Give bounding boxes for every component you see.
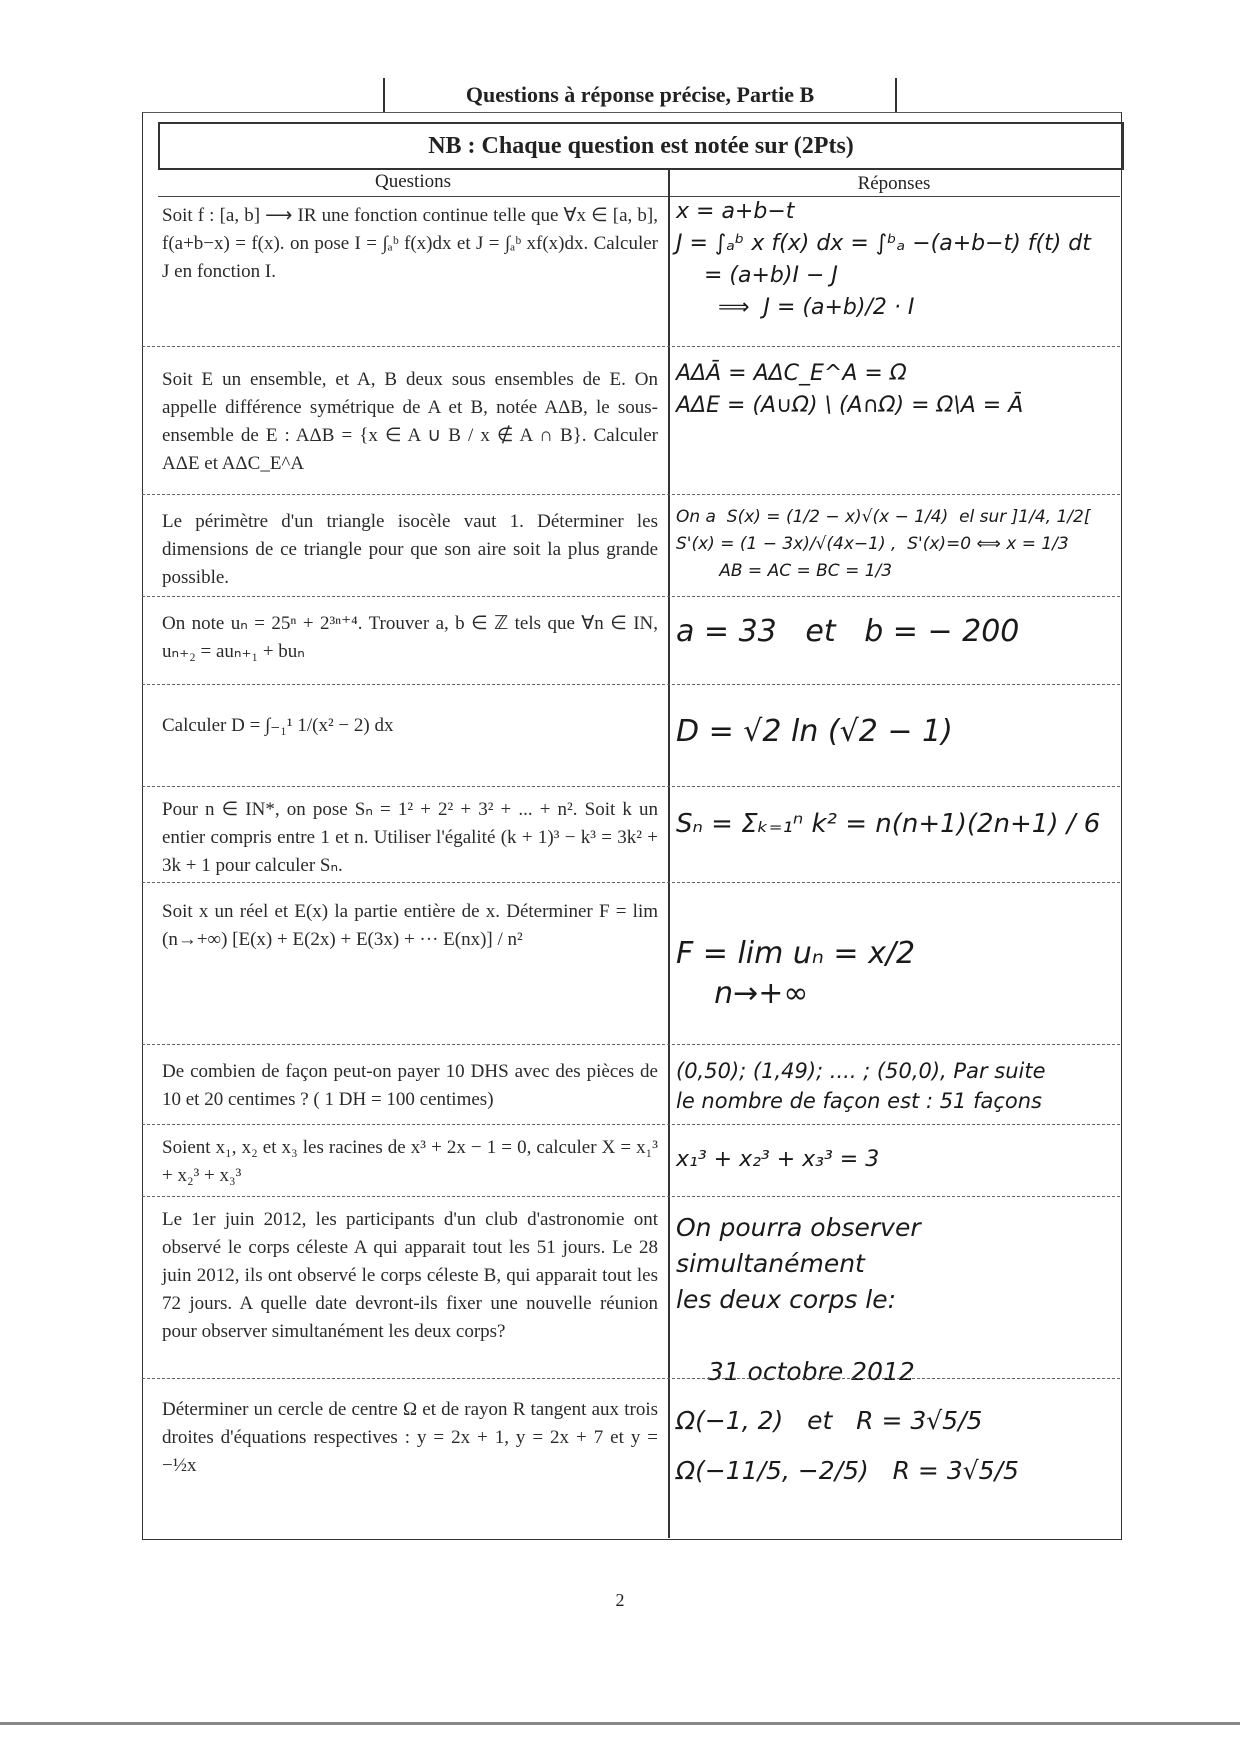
answer-6: Sₙ = Σₖ₌₁ⁿ k² = n(n+1)(2n+1) / 6 bbox=[676, 809, 1101, 839]
column-header-answers: Réponses bbox=[857, 173, 931, 194]
question-4: On note uₙ = 25ⁿ + 2³ⁿ⁺⁴. Trouver a, b ∈ ℤ tels que ∀n ∈ IN, uₙ₊₂ = auₙ₊₁ + buₙ bbox=[162, 613, 658, 662]
row-divider bbox=[142, 882, 1120, 883]
row-divider bbox=[142, 494, 1120, 495]
row-divider bbox=[142, 786, 1120, 787]
grading-note: NB : Chaque question est notée sur (2Pts) bbox=[158, 122, 1124, 170]
answer-10: On pourra observer simultanément les deux corps le: 31 octobre 2012 bbox=[676, 1213, 921, 1386]
column-header-questions: Questions bbox=[375, 171, 451, 192]
row-divider bbox=[142, 1044, 1120, 1045]
row-divider bbox=[142, 684, 1120, 685]
row-divider bbox=[142, 1196, 1120, 1197]
answer-7: F = lim uₙ = x/2 n→+∞ bbox=[676, 936, 916, 1011]
question-11: Déterminer un cercle de centre Ω et de rayon R tangent aux trois droites d'équations respectives : y = 2x + 1, y = 2x + 7 et y = −½x bbox=[162, 1399, 658, 1476]
answer-11: Ω(−1, 2) et R = 3√5/5 Ω(−11/5, −2/5) R = 3√5/5 bbox=[676, 1406, 1019, 1485]
question-9: Soient x₁, x₂ et x₃ les racines de x³ + 2x − 1 = 0, calculer X = x₁³ + x₂³ + x₃³ bbox=[162, 1137, 658, 1186]
row-divider bbox=[142, 1124, 1120, 1125]
question-5: Calculer D = ∫₋₁¹ 1/(x² − 2) dx bbox=[162, 715, 394, 736]
question-10: Le 1er juin 2012, les participants d'un club d'astronomie ont observé le corps céleste A qui apparait tout les 51 jours. Le 28 juin 2012, ils ont observé le corps céleste B, qui apparait tout les 72 jours. A quelle date devront-ils fixer une nouvelle réunion pour observer simultanément les deux corps? bbox=[162, 1209, 658, 1342]
question-8: De combien de façon peut-on payer 10 DHS avec des pièces de 10 et 20 centimes ? ( 1 DH = 100 centimes) bbox=[162, 1061, 658, 1110]
page-number: 2 bbox=[615, 1590, 625, 1610]
answer-1: x = a+b−t J = ∫ₐᵇ x f(x) dx = ∫ᵇₐ −(a+b−t) f(t) dt = (a+b)I − J ⟹ J = (a+b)/2 · I bbox=[676, 199, 1091, 320]
answer-4: a = 33 et b = − 200 bbox=[676, 614, 1020, 649]
answer-9: x₁³ + x₂³ + x₃³ = 3 bbox=[676, 1147, 880, 1172]
row-divider bbox=[142, 596, 1120, 597]
question-3: Le périmètre d'un triangle isocèle vaut 1. Déterminer les dimensions de ce triangle pour que son aire soit la plus grande possible. bbox=[162, 511, 658, 588]
table-header bbox=[158, 168, 1120, 197]
row-divider bbox=[142, 346, 1120, 347]
column-divider bbox=[668, 168, 670, 1538]
answer-2: AΔĀ = AΔC_E^A = Ω AΔE = (A∪Ω) \ (A∩Ω) = Ω\A = Ā bbox=[676, 361, 1024, 418]
question-1: Soit f : [a, b] ⟶ IR une fonction continue telle que ∀x ∈ [a, b], f(a+b−x) = f(x). on pose I = ∫ₐᵇ f(x)dx et J = ∫ₐᵇ xf(x)dx. Calculer J en fonction I. bbox=[162, 205, 658, 282]
answer-5: D = √2 ln (√2 − 1) bbox=[676, 714, 953, 749]
question-2: Soit E un ensemble, et A, B deux sous ensembles de E. On appelle différence symétrique de A et B, notée AΔB, le sous-ensemble de E : AΔB = {x ∈ A ∪ B / x ∉ A ∩ B}. Calculer AΔE et AΔC_E^A bbox=[162, 369, 658, 474]
answer-8: (0,50); (1,49); .... ; (50,0), Par suite le nombre de façon est : 51 façons bbox=[676, 1059, 1046, 1113]
page-title: Questions à réponse précise, Partie B bbox=[383, 78, 897, 112]
scan-edge bbox=[0, 1722, 1240, 1725]
question-6: Pour n ∈ IN*, on pose Sₙ = 1² + 2² + 3² + ... + n². Soit k un entier compris entre 1 et n. Utiliser l'égalité (k + 1)³ − k³ = 3k² + 3k + 1 pour calculer Sₙ. bbox=[162, 799, 658, 876]
row-divider bbox=[142, 1378, 1120, 1379]
question-7: Soit x un réel et E(x) la partie entière de x. Déterminer F = lim (n→+∞) [E(x) + E(2x) + E(3x) + ··· E(nx)] / n² bbox=[162, 901, 658, 950]
answer-3: On a S(x) = (1/2 − x)√(x − 1/4) el sur ]1/4, 1/2[ S'(x) = (1 − 3x)/√(4x−1) , S'(x)=0 ⟺ x = 1/3 AB = AC = BC = 1/3 bbox=[676, 507, 1091, 581]
